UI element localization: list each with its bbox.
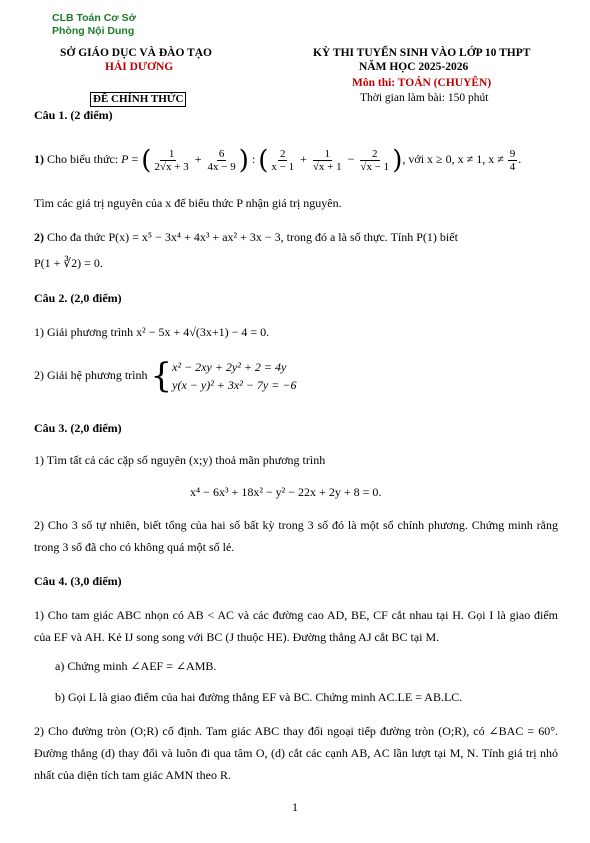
province-name: HẢI DƯƠNG [105, 61, 174, 73]
q3-p1: 1) Tìm tất cả các cặp số nguyên (x;y) thoả mãn phương trình [34, 453, 326, 467]
q3-p2: 2) Cho 3 số tự nhiên, biết tổng của hai số bất kỳ trong 3 số đó là một số chính phương. Chứng minh rằng trong 3 số đã cho có không quá một số lẻ. [34, 518, 558, 554]
q1-p2-label: 2) [34, 230, 44, 244]
club-logo-text [52, 12, 136, 38]
q2-p2-intro: 2) Giải hệ phương trình [34, 367, 148, 382]
q4-title: Câu 4. (3,0 điểm) [34, 574, 122, 588]
q3-title: Câu 3. (2,0 điểm) [34, 421, 122, 435]
q1-p1-task: Tìm các giá trị nguyên của x để biểu thức P nhận giá trị nguyên. [34, 196, 342, 210]
q2-title: Câu 2. (2,0 điểm) [34, 291, 122, 305]
q1-p1-intro: Cho biểu thức: [47, 152, 119, 166]
q2-equation-1: x² − 2xy + 2y² + 2 = 4y [172, 360, 287, 374]
official-badge: ĐỀ CHÍNH THỨC [90, 92, 186, 107]
subject: Môn thi: TOÁN (CHUYÊN) [352, 77, 492, 89]
exam-title: KỲ THI TUYỂN SINH VÀO LỚP 10 THPT [313, 47, 531, 59]
q2-p2: 2) Giải hệ phương trình { x² − 2xy + 2y² + 2 = 4y y(x − y)² + 3x² − 7y = −6 [34, 356, 297, 396]
q4-p1a: a) Chứng minh ∠AEF = ∠AMB. [55, 659, 217, 673]
q4-p1: 1) Cho tam giác ABC nhọn có AB < AC và các đường cao AD, BE, CF cắt nhau tại H. Gọi I là giao điểm của EF và AH. Kẻ IJ song song với BC (J thuộc HE). Đường thẳng AJ cắt BC tại M. [34, 608, 558, 644]
dept-name: SỞ GIÁO DỤC VÀ ĐÀO TẠO [60, 47, 212, 59]
q4-p2: 2) Cho đường tròn (O;R) cố định. Tam giác ABC thay đổi ngoại tiếp đường tròn (O;R), có ∠BAC = 60°. Đường thẳng (d) thay đổi và luôn đi qua tâm O, (d) cắt các cạnh AB, AC lần lượt tại M, N. Tính giá trị nhỏ nhất của diện tích tam giác AMN theo R. [34, 724, 558, 782]
q2-equation-2: y(x − y)² + 3x² − 7y = −6 [172, 378, 297, 392]
time-allowed: Thời gian làm bài: 150 phút [360, 92, 489, 104]
club-dept: Phòng Nội Dung [52, 25, 135, 37]
q2-p1: 1) Giải phương trình x² − 5x + 4√(3x+1) − 4 = 0. [34, 325, 270, 339]
school-year: NĂM HỌC 2025-2026 [359, 61, 469, 73]
page-number: 1 [292, 800, 298, 814]
q1-p2-condition: P(1 + ∛2) = 0. [34, 256, 103, 270]
q1-p1-condition: , với x ≥ 0, x ≠ 1, x ≠ [402, 152, 504, 166]
q3-p1-equation: x⁴ − 6x³ + 18x² − y² − 22x + 2y + 8 = 0. [190, 485, 382, 499]
q1-expression: 1) Cho biểu thức: P = ( $\frac{1}{2√x + 3}$ + $\frac{6}{4x - 9}$ ) : ( $\frac{2}{x - 1}$ + $\frac{1}{√x + 1}$ − $\frac{2}{√x - 1}$ ), với x ≥ 0, x ≠ 1, x ≠ $\frac{9}{4}$ . [34, 145, 522, 176]
q1-p1-label: 1) [34, 152, 44, 166]
club-name: CLB Toán Cơ Sở [52, 12, 137, 24]
q4-p1b: b) Gọi L là giao điểm của hai đường thẳng EF và BC. Chứng minh AC.LE = AB.LC. [55, 690, 463, 704]
q1-p2-text: Cho đa thức P(x) = x⁵ − 3x⁴ + 4x³ + ax² + 3x − 3, trong đó a là số thực. Tính P(1) biết [47, 230, 458, 244]
q1-title: Câu 1. (2 điểm) [34, 108, 113, 122]
q1-p2 [34, 226, 558, 248]
